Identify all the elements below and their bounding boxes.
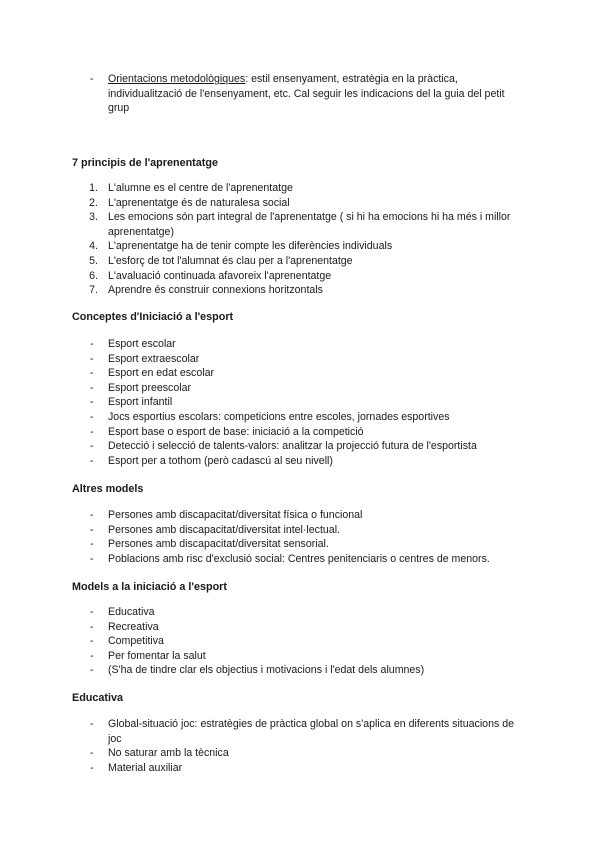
list-text: Competitiva [108, 635, 164, 648]
list-text: Persones amb discapacitat/diversitat sensorial. [108, 538, 329, 551]
list-number: 4. [89, 240, 98, 253]
bullet-marker: - [90, 747, 94, 760]
list-item [0, 605, 600, 620]
list-number: 3. [89, 211, 98, 224]
heading-principis: 7 principis de l'aprenentatge [72, 157, 218, 169]
list-item [0, 381, 600, 396]
bullet-marker: - [90, 381, 94, 394]
bullet-marker: - [90, 538, 94, 551]
list-item [0, 181, 600, 196]
bullet-marker: - [90, 635, 94, 648]
list-number: 5. [89, 254, 98, 267]
list-item [0, 508, 600, 523]
bullet-marker: - [90, 718, 94, 730]
bullet-marker: - [90, 352, 94, 365]
list-item [0, 283, 600, 298]
bullet-marker: - [90, 552, 94, 565]
bullet-marker: - [90, 440, 94, 453]
list-text: Persones amb discapacitat/diversitat intel·lectual. [108, 523, 340, 536]
list-text: Esport en edat escolar [108, 367, 214, 380]
list-text: Les emocions són part integral de l'aprenentatge ( si hi ha emocions hi ha més i millor aprenentatge) [108, 211, 511, 238]
list-number: 1. [89, 182, 98, 194]
orientacions-link[interactable]: Orientacions metodològiques [108, 73, 246, 85]
heading-altres-models: Altres models [72, 483, 144, 495]
list-item [0, 254, 600, 269]
intro-list [0, 72, 600, 116]
bullet-marker: - [90, 425, 94, 438]
list-text: Esport escolar [108, 338, 176, 350]
list-item [0, 410, 600, 425]
bullet-marker: - [90, 367, 94, 380]
list-item [0, 552, 600, 567]
list-text: (S'ha de tindre clar els objectius i motivacions i l'edat dels alumnes) [108, 664, 425, 677]
list-text: Esport preescolar [108, 381, 192, 394]
list-item [0, 239, 600, 254]
list-item [0, 72, 600, 116]
list-item [0, 746, 600, 761]
list-text: Aprendre és construir connexions horitzontals [108, 284, 323, 297]
list-item [0, 454, 600, 469]
list-item [0, 196, 600, 211]
models-list [0, 605, 600, 678]
bullet-marker: - [90, 509, 94, 521]
conceptes-list [0, 337, 600, 468]
list-text: Poblacions amb risc d'exclusió social: Centres penitenciaris o centres de menors. [108, 552, 490, 565]
list-item [0, 439, 600, 454]
bullet-marker: - [90, 410, 94, 423]
list-item [0, 634, 600, 649]
bullet-marker: - [90, 761, 94, 774]
bullet-marker: - [90, 523, 94, 536]
educativa-list [0, 717, 600, 775]
list-item [0, 663, 600, 678]
list-item [0, 620, 600, 635]
list-item [0, 395, 600, 410]
bullet-marker: - [90, 396, 94, 409]
list-item [0, 210, 600, 239]
list-text: L'alumne es el centre de l'aprenentatge [108, 182, 293, 194]
list-number: 6. [89, 269, 98, 282]
bullet-marker: - [90, 454, 94, 467]
list-text: Esport per a tothom (però cadascú al seu nivell) [108, 454, 333, 467]
list-text: Persones amb discapacitat/diversitat física o funcional [108, 509, 363, 521]
list-text: L'aprenentatge ha de tenir compte les diferències individuals [108, 240, 393, 253]
list-number: 2. [89, 196, 98, 209]
intro-text: : estil ensenyament, estratègia en la pràctica, individualització de l'ensenyament, etc. Cal seguir les indicacions del la guia del petit grup [108, 73, 505, 115]
list-text: Recreativa [108, 620, 159, 633]
list-number: 7. [89, 284, 98, 297]
list-item [0, 269, 600, 284]
list-text: Jocs esportius escolars: competicions entre escoles, jornades esportives [108, 410, 450, 423]
list-item [0, 425, 600, 440]
list-item [0, 352, 600, 367]
bullet-marker: - [90, 664, 94, 677]
list-text: Global-situació joc: estratègies de pràctica global on s'aplica en diferents situacions de joc [108, 718, 514, 745]
list-text: Educativa [108, 606, 155, 618]
list-text: L'aprenentatge és de naturalesa social [108, 196, 290, 209]
list-item [0, 717, 600, 746]
list-item [0, 337, 600, 352]
bullet-marker: - [90, 338, 94, 350]
heading-models-iniciacio: Models a la iniciació a l'esport [72, 581, 227, 593]
list-text: Per fomentar la salut [108, 649, 206, 662]
bullet-marker: - [90, 620, 94, 633]
bullet-marker: - [90, 649, 94, 662]
heading-conceptes: Conceptes d'Iniciació a l'esport [72, 311, 234, 323]
list-item [0, 366, 600, 381]
list-item [0, 649, 600, 664]
list-text: L'avaluació continuada afavoreix l'aprenentatge [108, 269, 332, 282]
altres-list [0, 508, 600, 566]
list-item [0, 537, 600, 552]
list-text: No saturar amb la tècnica [108, 747, 229, 760]
list-text: Esport infantil [108, 396, 173, 409]
list-text: Material auxiliar [108, 761, 183, 774]
list-text: Detecció i selecció de talents-valors: analitzar la projecció futura de l'esportista [108, 440, 477, 453]
list-item [0, 761, 600, 776]
list-item [0, 523, 600, 538]
principis-list [0, 181, 600, 298]
list-text: L'esforç de tot l'alumnat és clau per a l'aprenentatge [108, 254, 353, 267]
list-text: Esport base o esport de base: iniciació a la competició [108, 425, 364, 438]
bullet-marker: - [90, 606, 94, 618]
bullet-marker: - [90, 73, 94, 85]
heading-educativa: Educativa [72, 692, 124, 704]
list-text: Esport extraescolar [108, 352, 200, 365]
